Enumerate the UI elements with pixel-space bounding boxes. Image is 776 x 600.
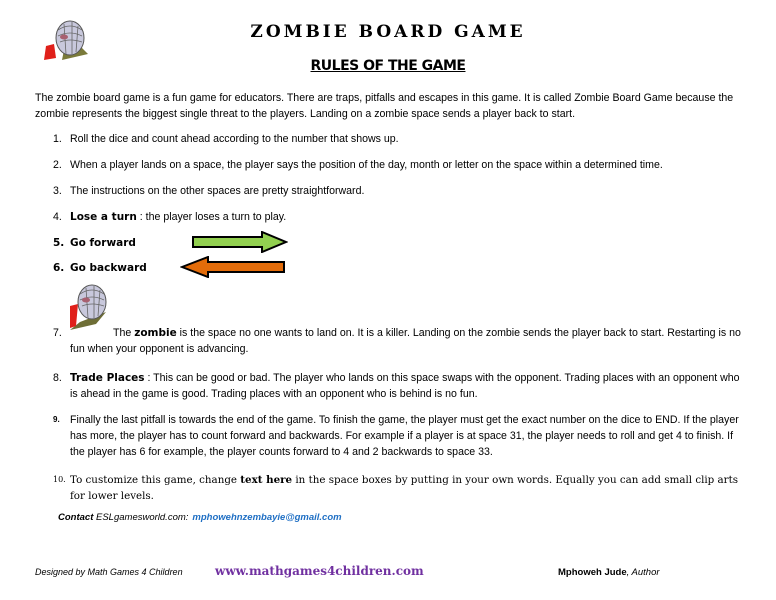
rule-text: : This can be good or bad. The player who lands on this space swaps with the opponent. Trading places with an opponent who is ahead in the game is good. Trading places with an opponent who is behind is no fun. (70, 372, 740, 400)
rule-item-1 (53, 131, 753, 147)
rule-number: 8. (53, 372, 62, 384)
rule-item-6 (53, 260, 753, 276)
rule-keyword: Lose a turn (70, 211, 137, 223)
contact-email-link[interactable]: mphowehnzembayie@gmail.com (192, 512, 342, 523)
rule-number: 5. (53, 237, 65, 249)
contact-line (58, 512, 342, 523)
intro-paragraph: The zombie board game is a fun game for educators. There are traps, pitfalls and escapes in this game. It is called Zombie Board Game because the zombie represents the biggest single threat to the players. Landing on a zombie space sends a player back to start. (35, 92, 734, 120)
rule-item-8 (53, 370, 753, 404)
rule-text: in the space boxes by putting in your own words. Equally you can add small clip arts for lower levels. (70, 474, 739, 502)
rule-keyword: Go forward (70, 237, 136, 249)
contact-label: Contact (58, 512, 94, 523)
rule-item-3 (53, 183, 753, 199)
rule-text: Finally the last pitfall is towards the end of the game. To finish the game, the player must get the exact number on the dice to END. If the player has more, the player has to count forward and backwards. For example if a player is at space 31, the player needs to roll and get 4 to finish. If the player has 6 for example, the player counts forward to 4 and 2 backwards to space 33. (70, 414, 739, 458)
rule-text: Roll the dice and count ahead according to the number that shows up. (70, 133, 399, 145)
rule-keyword: Trade Places (70, 372, 145, 384)
rule-keyword: Go backward (70, 262, 147, 274)
page-title: ZOMBIE BOARD GAME (250, 22, 526, 42)
rule-text: : the player loses a turn to play. (136, 211, 287, 223)
rule-item-9 (53, 412, 753, 462)
rule-item-2 (53, 157, 753, 173)
footer-author (558, 567, 660, 578)
footer-designed-by: Designed by Math Games 4 Children (35, 567, 183, 577)
orange-left-arrow-icon (180, 256, 286, 278)
rule-number: 9. (53, 415, 60, 424)
rule-number: 1. (53, 133, 62, 145)
contact-site: ESLgamesworld.com: (93, 512, 189, 523)
rule-keyword: text here (240, 474, 293, 486)
rule-item-5 (53, 235, 753, 251)
footer-website-link[interactable]: www.mathgames4children.com (215, 564, 424, 578)
rule-number: 2. (53, 159, 62, 171)
rule-text: When a player lands on a space, the player says the position of the day, month or letter on the space within a determined time. (70, 159, 663, 171)
rule-number: 4. (53, 211, 62, 223)
page-subtitle: RULES OF THE GAME (310, 58, 466, 74)
rule-text: The instructions on the other spaces are pretty straightforward. (70, 185, 365, 197)
rule-item-7 (53, 325, 753, 359)
rule-number: 3. (53, 185, 62, 197)
rule-keyword: zombie (134, 327, 177, 339)
author-role: , Author (626, 567, 660, 578)
rule-number: 6. (53, 262, 65, 274)
rule-item-4 (53, 209, 753, 225)
rule-item-10 (53, 472, 753, 506)
rule-text-prefix: To customize this game, change (70, 474, 241, 486)
green-right-arrow-icon (192, 231, 288, 253)
author-name: Mphoweh Jude (558, 567, 627, 578)
rule-text: is the space no one wants to land on. It is a killer. Landing on the zombie sends the player back to start. Restarting is no fun when your opponent is advancing. (70, 327, 741, 355)
rule-number: 7. (53, 327, 62, 339)
rule-number: 10. (53, 475, 66, 484)
rule-text-prefix: The (113, 327, 135, 339)
